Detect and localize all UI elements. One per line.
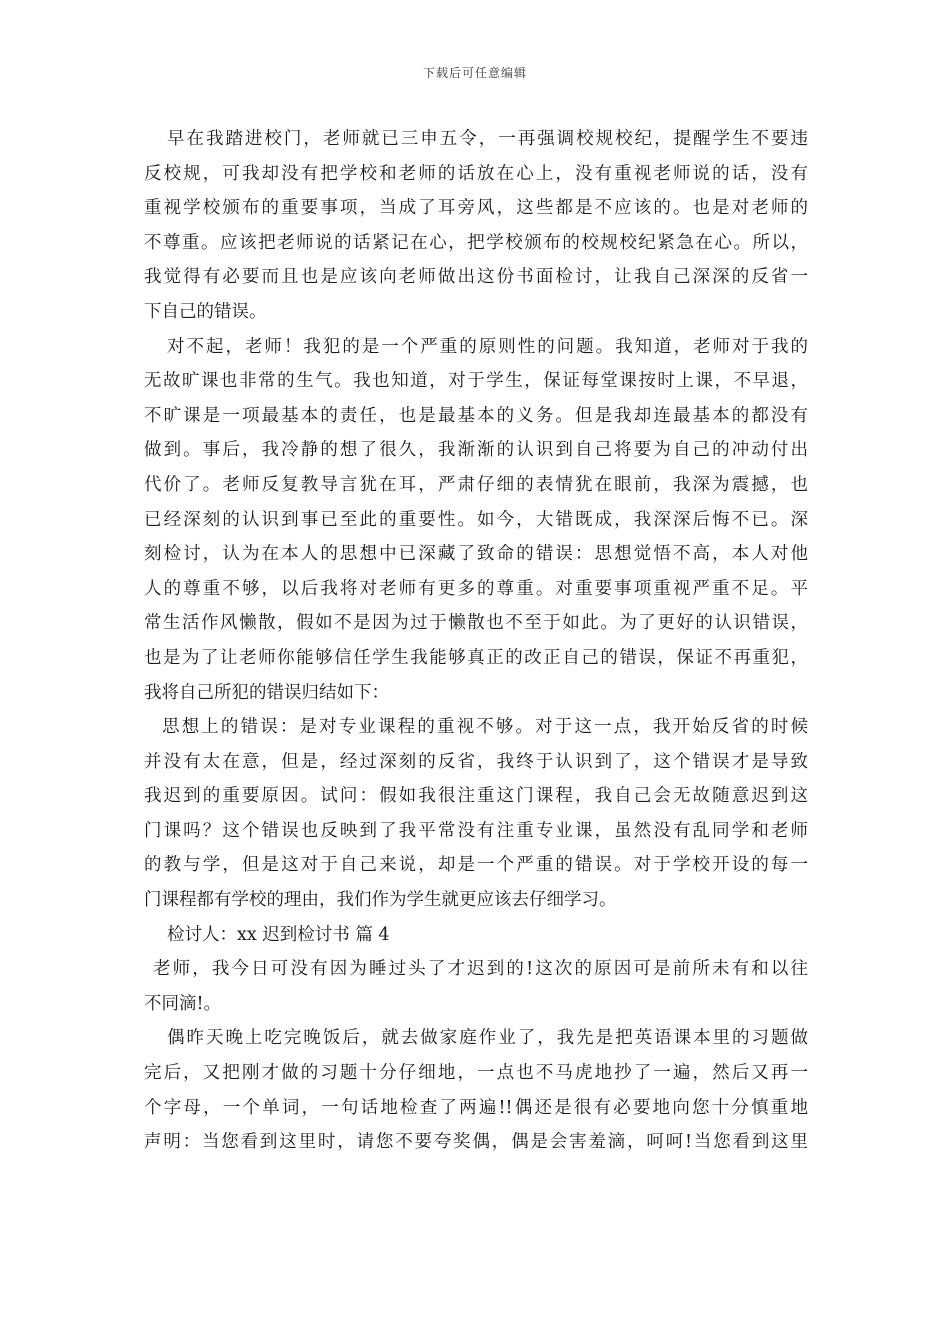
text-line: 不尊重。应该把老师说的话紧记在心，把学校颁布的校规校纪紧急在心。所以， [144,232,808,253]
text-line: 我迟到的重要原因。试问：假如我很注重这门课程，我自己会无故随意迟到这 [144,786,808,807]
text-line: 也是为了让老师你能够信任学生我能够真正的改正自己的错误，保证不再重犯， [144,647,808,668]
text-line: 对不起，老师！我犯的是一个严重的原则性的问题。我知道，老师对于我的 [167,336,808,357]
text-line: 下自己的错误。 [144,301,267,322]
text-line: 并没有太在意，但是，经过深刻的反省，我终于认识到了，这个错误才是导致 [144,751,808,772]
text-line: 声明：当您看到这里时，请您不要夸奖偶，偶是会害羞滴，呵呵!当您看到这里 [144,1132,808,1153]
text-line: 思想上的错误：是对专业课程的重视不够。对于这一点，我开始反省的时候 [162,717,808,738]
text-line: 完后，又把刚才做的习题十分仔细地，一点也不马虎地抄了一遍，然后又再一 [144,1063,808,1084]
text-line: 门课程都有学校的理由，我们作为学生就更应该去仔细学习。 [144,890,617,911]
text-line: 门课吗？这个错误也反映到了我平常没有注重专业课，虽然没有乱同学和老师 [144,820,808,841]
text-line: 刻检讨，认为在本人的思想中已深藏了致命的错误：思想觉悟不高，本人对他 [144,544,808,565]
text-line: 代价了。老师反复教导言犹在耳，严肃仔细的表情犹在眼前，我深为震撼，也 [144,474,808,495]
text-line: 人的尊重不够，以后我将对老师有更多的尊重。对重要事项重视严重不足。平 [144,578,808,599]
text-line: 我觉得有必要而且也是应该向老师做出这份书面检讨，让我自己深深的反省一 [144,267,808,288]
text-line: 个字母，一个单词，一句话地检查了两遍!!偶还是很有必要地向您十分慎重地 [144,1097,808,1118]
text-line: 重视学校颁布的重要事项，当成了耳旁风，这些都是不应该的。也是对老师的 [144,198,808,219]
text-line: 反校规，可我却没有把学校和老师的话放在心上，没有重视老师说的话，没有 [144,163,808,184]
text-line: 做到。事后，我冷静的想了很久，我渐渐的认识到自己将要为自己的冲动付出 [144,440,808,461]
text-line: 我将自己所犯的错误归结如下： [144,682,389,703]
text-line: 老师，我今日可没有因为睡过头了才迟到的!这次的原因可是前所未有和以往 [153,959,808,980]
page-header: 下载后可任意编辑 [422,66,527,80]
text-line: 不旷课是一项最基本的责任，也是最基本的义务。但是我却连最基本的都没有 [144,405,808,426]
text-line: 常生活作风懒散，假如不是因为过于懒散也不至于如此。为了更好的认识错误， [144,613,808,634]
text-line: 的教与学，但是这对于自己来说，却是一个严重的错误。对于学校开设的每一 [144,855,808,876]
document-body [144,122,808,1160]
text-line: 偶昨天晚上吃完晚饭后，就去做家庭作业了，我先是把英语课本里的习题做 [167,1028,808,1049]
text-line: 早在我踏进校门，老师就已三申五令，一再强调校规校纪，提醒学生不要违 [167,129,808,149]
text-line: 不同滴!。 [144,993,222,1014]
signature-line: 检讨人：xx 迟到检讨书 篇 4 [167,924,390,945]
text-line: 无故旷课也非常的生气。我也知道，对于学生，保证每堂课按时上课，不早退， [144,371,808,392]
text-line: 已经深刻的认识到事已至此的重要性。如今，大错既成，我深深后悔不已。深 [144,509,808,530]
